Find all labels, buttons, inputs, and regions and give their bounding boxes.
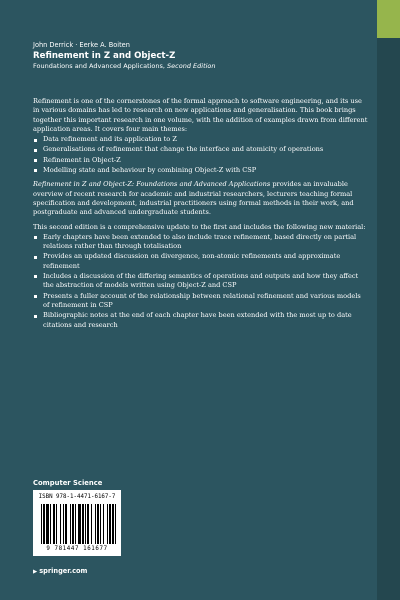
spine-accent-tab <box>377 0 400 38</box>
subtitle-edition: Second Edition <box>167 62 216 70</box>
overview-book-title: Refinement in Z and Object-Z: Foundations and Advanced Applications <box>33 180 271 189</box>
list-item: Modelling state and behaviour by combining Object-Z with CSP <box>33 166 369 175</box>
authors: John Derrick · Eerke A. Boiten <box>33 41 130 49</box>
barcode-bar <box>87 504 89 544</box>
barcode-bar <box>65 504 67 544</box>
list-item: Generalisations of refinement that change the interface and atomicity of operations <box>33 145 369 154</box>
barcode-bar <box>91 504 92 544</box>
overview-paragraph <box>33 180 369 217</box>
subject-category: Computer Science <box>33 479 103 487</box>
barcode-bar <box>82 504 84 544</box>
barcode-bar <box>63 504 64 544</box>
second-edition-paragraph: This second edition is a comprehensive update to the first and includes the following new material: <box>33 222 366 231</box>
barcode-bar <box>70 504 71 544</box>
barcode-bar <box>109 504 111 544</box>
list-item: Includes a discussion of the differing semantics of operations and outputs and how they affect the abstraction of models written using Object-Z and CSP <box>33 272 369 291</box>
barcode-bar <box>43 504 45 544</box>
publisher-website <box>33 567 87 577</box>
arrow-right-icon: ▶ <box>33 569 38 575</box>
overview-text: provides an invaluable overview of recent research for academic and industrial researchers, lecturers teaching formal specification and development, industrial practitioners using formal methods in their work, and postgraduate and advanced undergraduate students. <box>33 180 354 217</box>
barcode-bar <box>95 504 96 544</box>
barcode-bar <box>72 504 74 544</box>
isbn-barcode <box>33 490 121 556</box>
barcode-bar <box>85 504 86 544</box>
blurb <box>33 97 369 335</box>
barcode-bar <box>97 504 99 544</box>
isbn-number: ISBN 978-1-4471-6167-7 <box>38 494 116 500</box>
barcode-bar <box>75 504 76 544</box>
barcode-bar <box>46 504 49 544</box>
barcode-bar <box>100 504 101 544</box>
themes-list <box>33 135 369 175</box>
barcode-bars <box>41 504 117 544</box>
book-title: Refinement in Z and Object-Z <box>33 51 176 61</box>
intro-paragraph: Refinement is one of the cornerstones of the formal approach to software engineering, and its use in various domains has led to research on new applications and generalisation. This book brings together this important research in one volume, with the addition of examples drawn from different application areas. It covers four main themes: <box>33 97 368 133</box>
barcode-digits: 9 781447 161677 <box>46 546 108 552</box>
list-item: Data refinement and its application to Z <box>33 135 369 144</box>
barcode-bar <box>50 504 51 544</box>
barcode-bar <box>56 504 57 544</box>
book-subtitle <box>33 62 373 71</box>
cover-header <box>33 41 373 71</box>
barcode-bar <box>60 504 61 544</box>
cover-spine <box>377 0 400 600</box>
list-item: Bibliographic notes at the end of each chapter have been extended with the most up to date citations and research <box>33 311 369 330</box>
barcode-bar <box>103 504 104 544</box>
list-item: Refinement in Object-Z <box>33 156 369 165</box>
barcode-bar <box>78 504 81 544</box>
list-item: Early chapters have been extended to also include trace refinement, based directly on partial relations rather than through totalisation <box>33 233 369 252</box>
barcode-bar <box>41 504 42 544</box>
barcode-bar <box>112 504 114 544</box>
website-text: springer.com <box>39 567 88 575</box>
list-item: Presents a fuller account of the relationship between relational refinement and various models of refinement in CSP <box>33 292 369 311</box>
new-material-list <box>33 233 369 330</box>
barcode-bar <box>115 504 116 544</box>
barcode-bar <box>53 504 55 544</box>
subtitle-main: Foundations and Advanced Applications, <box>33 62 168 70</box>
barcode-bar <box>107 504 108 544</box>
list-item: Provides an updated discussion on divergence, non-atomic refinements and approximate refinement <box>33 252 369 271</box>
